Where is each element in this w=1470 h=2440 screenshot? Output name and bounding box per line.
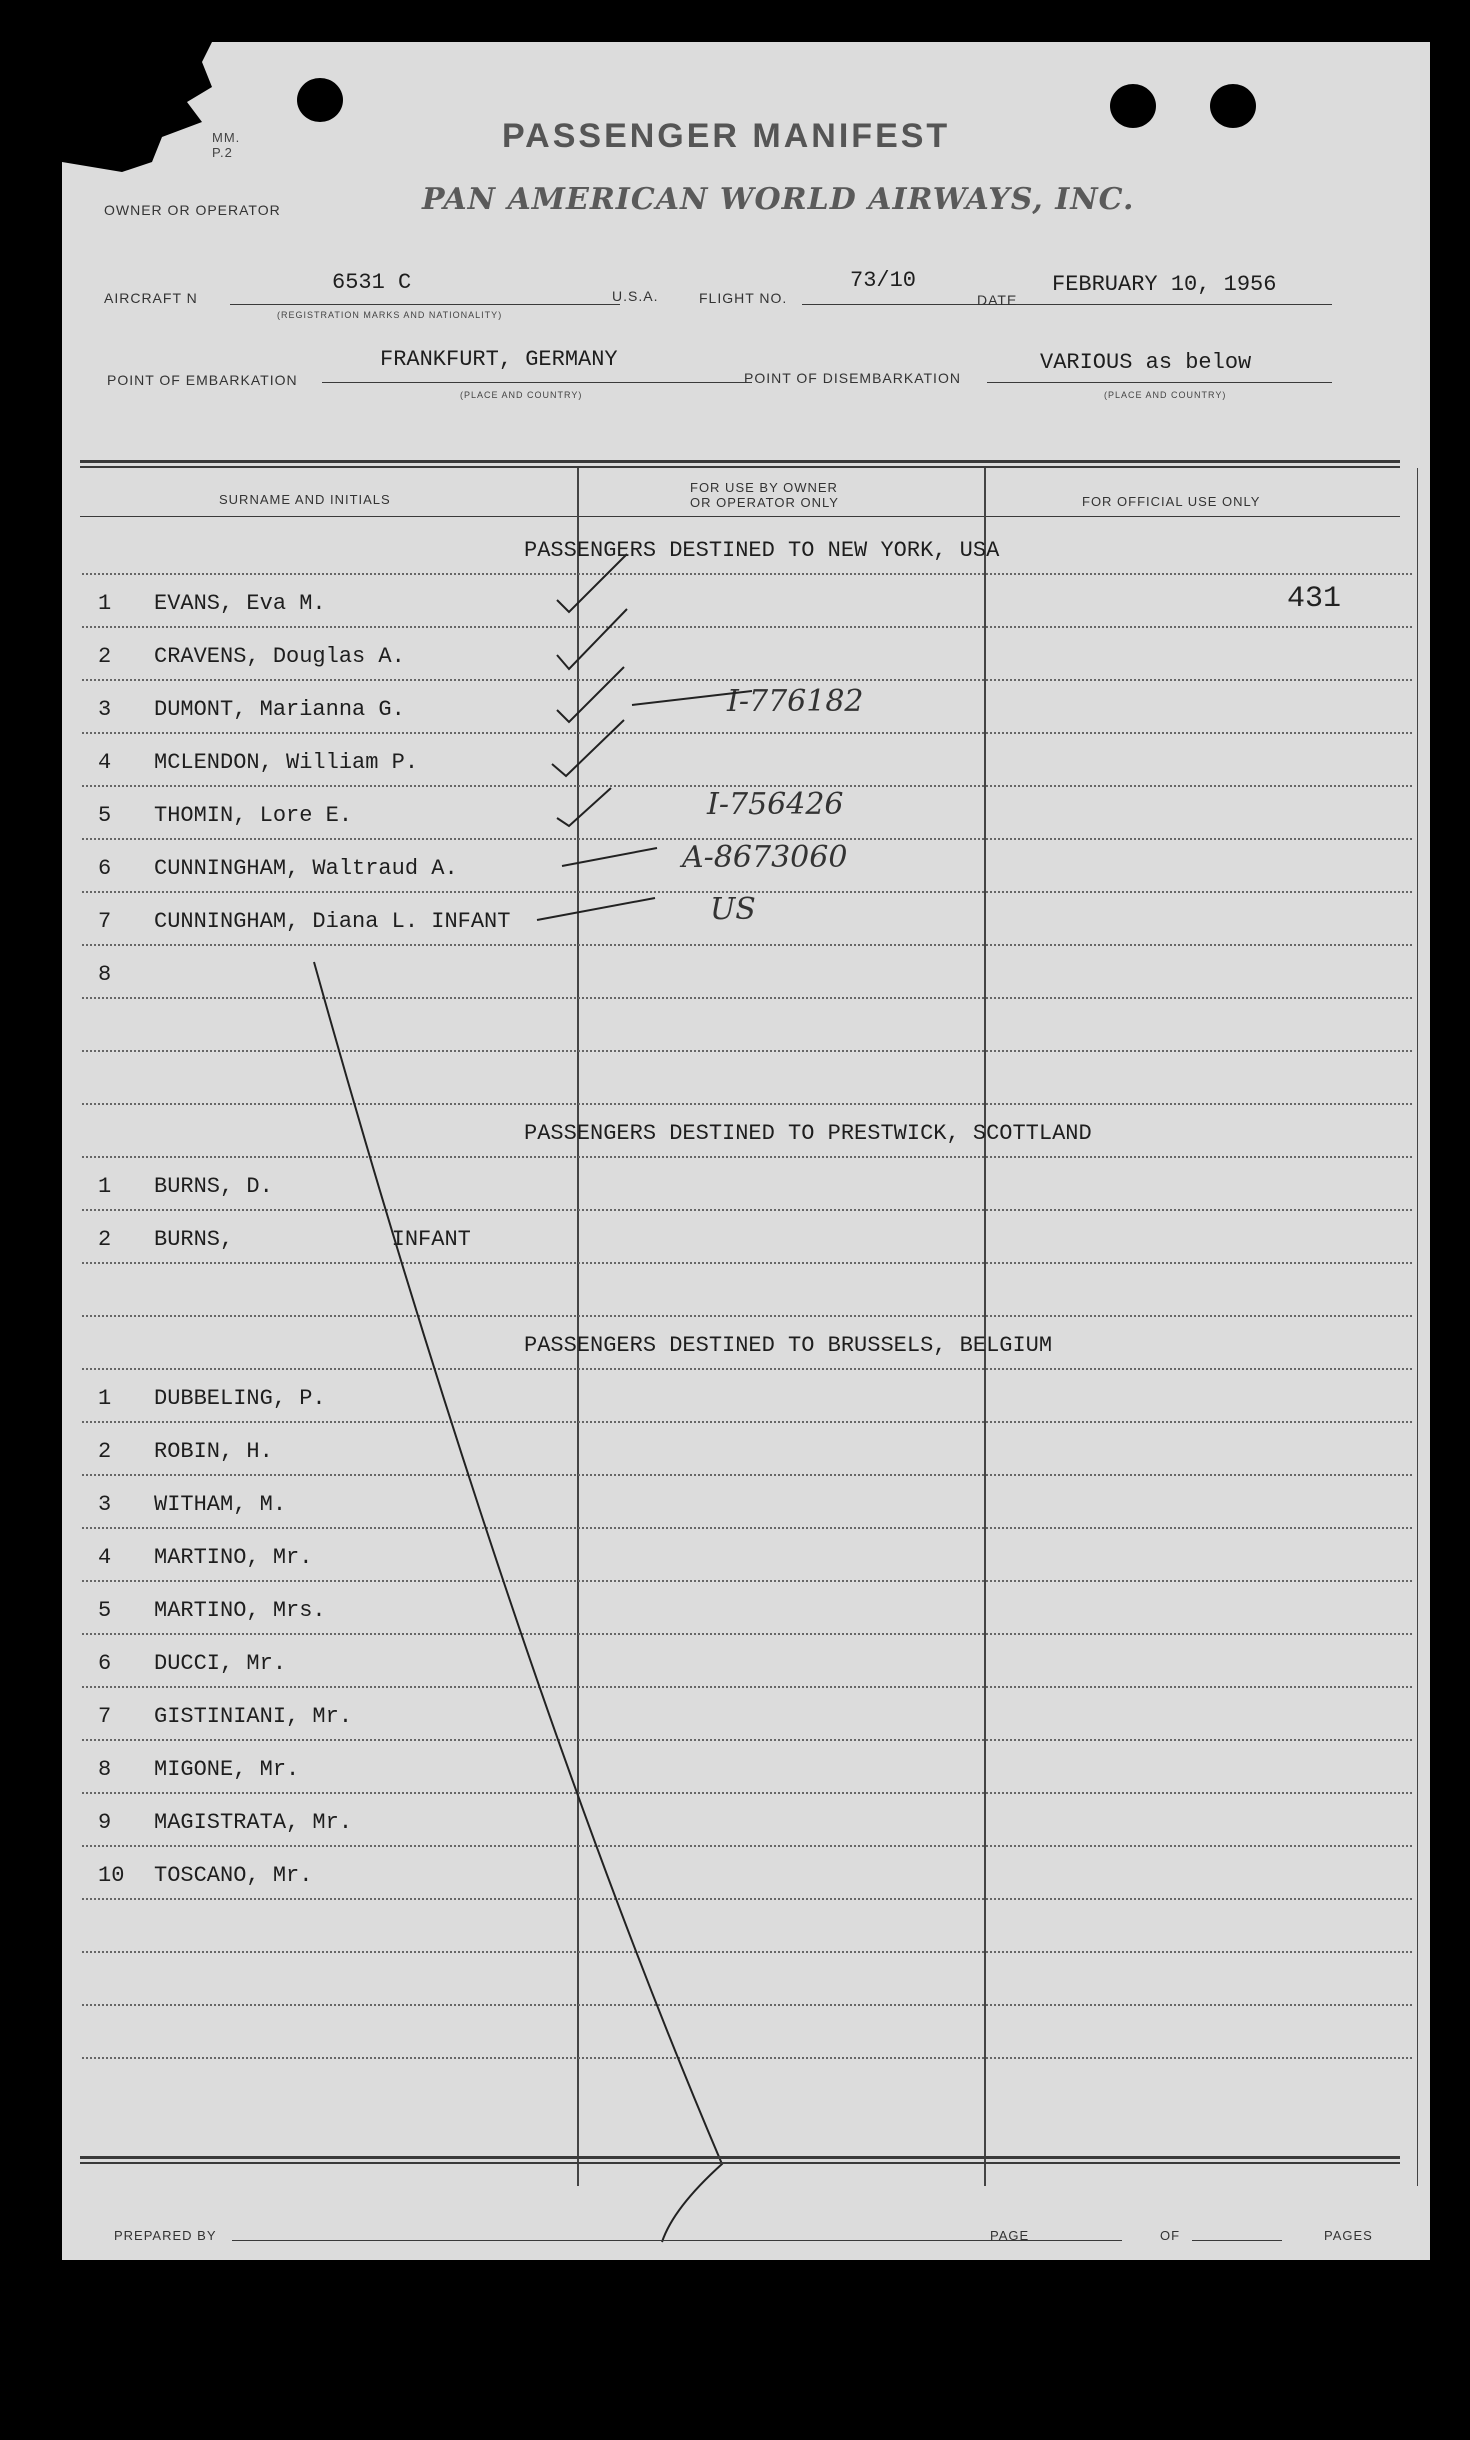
place-caption-2: (PLACE AND COUNTRY): [1104, 390, 1227, 400]
row-number: 7: [98, 909, 112, 934]
row-number: 6: [98, 1651, 112, 1676]
embarkation-label: POINT OF EMBARKATION: [107, 372, 298, 388]
section-heading: PASSENGERS DESTINED TO NEW YORK, USA: [524, 538, 1000, 563]
passenger-name: MARTINO, Mr.: [154, 1545, 313, 1570]
row-number: 5: [98, 1598, 112, 1623]
passenger-name: EVANS, Eva M.: [154, 591, 326, 616]
handwritten-note-cunningham: A-8673060: [682, 840, 848, 875]
handwritten-note-dumont: I-776182: [727, 684, 864, 719]
form-number: MM.: [212, 130, 241, 145]
column-header-owner-1: FOR USE BY OWNER: [690, 480, 838, 495]
page-label: PAGE: [990, 2228, 1030, 2243]
passenger-name: CUNNINGHAM, Waltraud A.: [154, 856, 458, 881]
passenger-name: BURNS, INFANT: [154, 1227, 471, 1252]
row-number: 10: [98, 1863, 125, 1888]
aircraft-value: 6531 C: [332, 270, 412, 295]
passenger-name: BURNS, D.: [154, 1174, 273, 1199]
row-number: 2: [98, 1227, 112, 1252]
form-number-2: P.2: [212, 145, 233, 160]
section-heading: PASSENGERS DESTINED TO PRESTWICK, SCOTTLAND: [524, 1121, 1092, 1146]
aircraft-label: AIRCRAFT N: [104, 290, 198, 306]
airline-name: PAN AMERICAN WORLD AIRWAYS, INC.: [422, 182, 1135, 217]
flight-value: 73/10: [850, 268, 917, 293]
manifest-title: PASSENGER MANIFEST: [502, 117, 951, 155]
row-number: 8: [98, 962, 112, 987]
passenger-name: WITHAM, M.: [154, 1492, 287, 1517]
usa-label: U.S.A.: [612, 288, 659, 304]
column-header-surname: SURNAME AND INITIALS: [219, 492, 391, 507]
passenger-name: CUNNINGHAM, Diana L. INFANT: [154, 909, 511, 934]
handwritten-note-infant: US: [710, 892, 756, 927]
registration-caption: (REGISTRATION MARKS AND NATIONALITY): [277, 310, 503, 320]
official-number: 431: [1287, 582, 1342, 616]
embarkation-value: FRANKFURT, GERMANY: [380, 347, 618, 372]
passenger-name: CRAVENS, Douglas A.: [154, 644, 405, 669]
row-number: 9: [98, 1810, 112, 1835]
passenger-name: TOSCANO, Mr.: [154, 1863, 313, 1888]
row-number: 1: [98, 1174, 112, 1199]
flight-label: FLIGHT NO.: [699, 290, 788, 306]
passenger-name: ROBIN, H.: [154, 1439, 273, 1464]
row-number: 1: [98, 1386, 112, 1411]
passenger-name: DUMONT, Marianna G.: [154, 697, 405, 722]
passenger-name: DUCCI, Mr.: [154, 1651, 287, 1676]
disembarkation-value: VARIOUS as below: [1040, 350, 1252, 375]
row-number: 8: [98, 1757, 112, 1782]
owner-label: OWNER OR OPERATOR: [104, 202, 281, 218]
row-number: 3: [98, 697, 112, 722]
date-value: FEBRUARY 10, 1956: [1052, 272, 1277, 297]
column-header-official: FOR OFFICIAL USE ONLY: [1082, 494, 1261, 509]
row-number: 4: [98, 750, 112, 775]
row-number: 6: [98, 856, 112, 881]
pages-label: PAGES: [1324, 2228, 1373, 2243]
row-number: 2: [98, 1439, 112, 1464]
passenger-name: THOMIN, Lore E.: [154, 803, 353, 828]
passenger-name: DUBBELING, P.: [154, 1386, 326, 1411]
place-caption-1: (PLACE AND COUNTRY): [460, 390, 583, 400]
row-number: 3: [98, 1492, 112, 1517]
row-number: 4: [98, 1545, 112, 1570]
of-label: OF: [1160, 2228, 1181, 2243]
passenger-name: GISTINIANI, Mr.: [154, 1704, 353, 1729]
row-number: 7: [98, 1704, 112, 1729]
section-heading: PASSENGERS DESTINED TO BRUSSELS, BELGIUM: [524, 1333, 1053, 1358]
passenger-name: MIGONE, Mr.: [154, 1757, 300, 1782]
date-label: DATE: [977, 292, 1018, 308]
column-header-owner-2: OR OPERATOR ONLY: [690, 495, 839, 510]
row-number: 5: [98, 803, 112, 828]
handwritten-note-thomin: I-756426: [707, 787, 844, 822]
row-number: 2: [98, 644, 112, 669]
passenger-name: MCLENDON, William P.: [154, 750, 419, 775]
passenger-name: MAGISTRATA, Mr.: [154, 1810, 353, 1835]
passenger-name: MARTINO, Mrs.: [154, 1598, 326, 1623]
manifest-sheet: [62, 42, 1430, 2260]
prepared-by-label: PREPARED BY: [114, 2228, 217, 2243]
row-number: 1: [98, 591, 112, 616]
pen-marks: [62, 42, 1430, 2260]
disembarkation-label: POINT OF DISEMBARKATION: [744, 370, 961, 386]
